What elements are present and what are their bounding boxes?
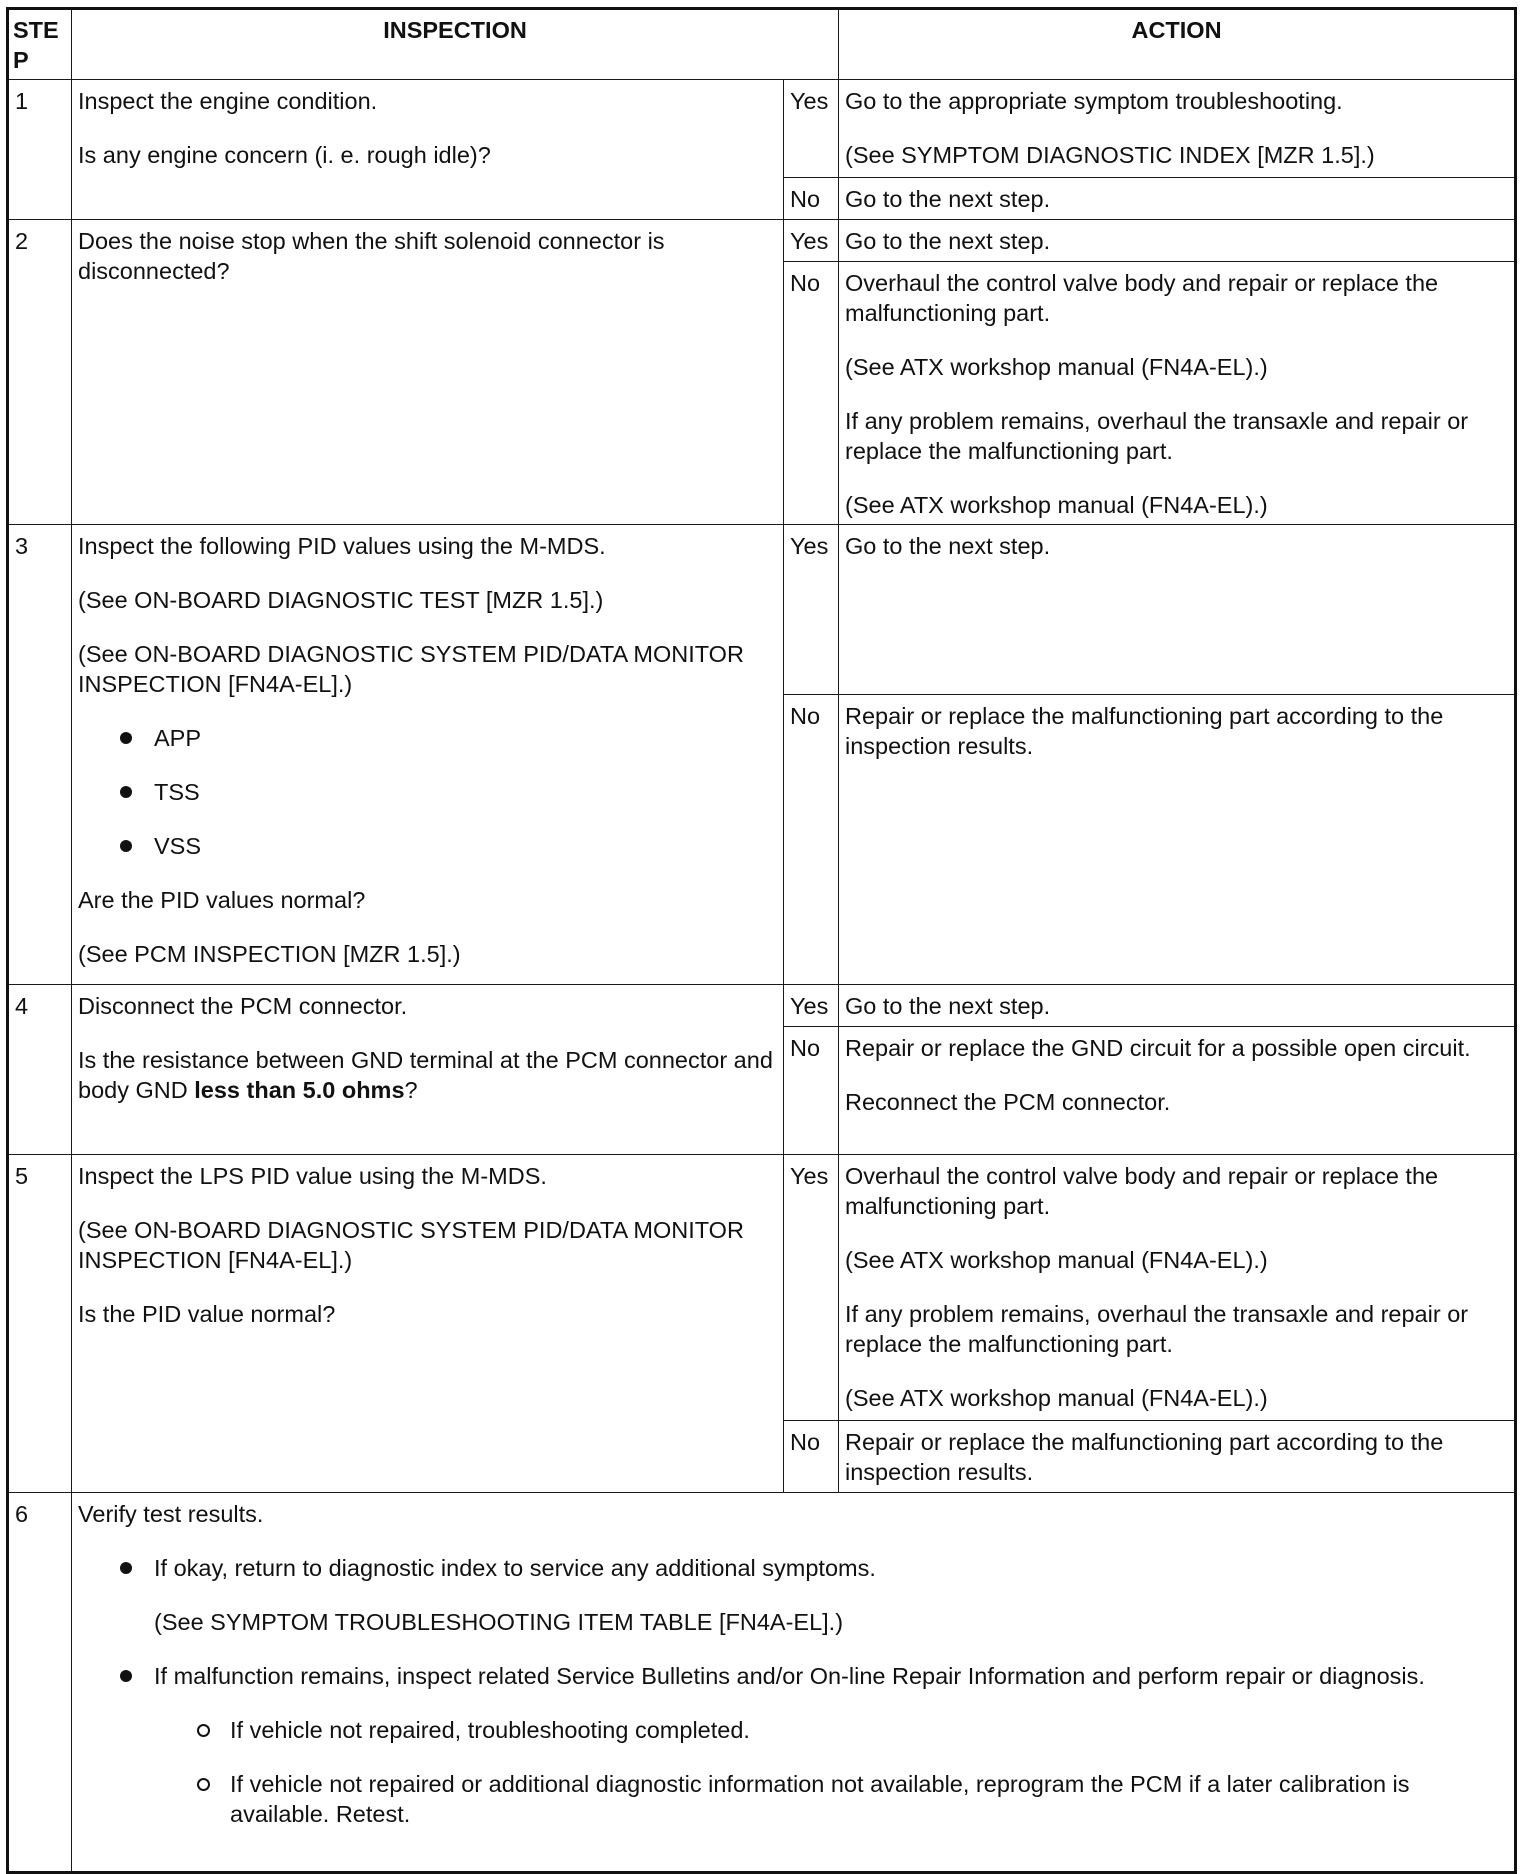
- header-row: [8, 9, 1516, 80]
- step-2-yes-action: [839, 220, 1516, 262]
- inspection-text: (See ON-BOARD DIAGNOSTIC SYSTEM PID/DATA MONITOR INSPECTION [FN4A-EL].): [78, 641, 744, 697]
- sub-list: [154, 1715, 1508, 1829]
- step-3-inspection: [72, 525, 784, 985]
- action-text: (See ATX workshop manual (FN4A-EL).): [845, 1385, 1268, 1411]
- step-4-inspection: [72, 985, 784, 1155]
- step-2-no-action: [839, 262, 1516, 525]
- pid-list: [78, 723, 777, 861]
- inspection-text-bold: less than 5.0 ohms: [194, 1077, 405, 1103]
- inspection-text: Inspect the following PID values using the M-MDS.: [78, 533, 606, 559]
- yes-label: Yes: [784, 525, 839, 695]
- list-item-subtext: (See SYMPTOM TROUBLESHOOTING ITEM TABLE [FN4A-EL].): [154, 1609, 844, 1635]
- step-3-yes-row: [8, 525, 1516, 695]
- action-text: Repair or replace the GND circuit for a possible open circuit.: [845, 1035, 1471, 1061]
- action-text: Go to the next step.: [845, 993, 1051, 1019]
- no-label: No: [784, 1027, 839, 1155]
- step-number: 3: [8, 525, 72, 985]
- step-3-no-action: [839, 695, 1516, 985]
- no-label: No: [784, 1421, 839, 1493]
- action-text: Repair or replace the malfunctioning part according to the inspection results.: [845, 1429, 1444, 1485]
- action-text: Overhaul the control valve body and repair or replace the malfunctioning part.: [845, 270, 1439, 326]
- action-text: Go to the next step.: [845, 186, 1051, 212]
- action-text: (See ATX workshop manual (FN4A-EL).): [845, 1247, 1268, 1273]
- list-item: TSS: [154, 777, 777, 807]
- list-item-text: If malfunction remains, inspect related Service Bulletins and/or On-line Repair Information and perform repair or diagnosis.: [154, 1663, 1425, 1689]
- header-inspection: INSPECTION: [72, 9, 839, 80]
- step-number: 1: [8, 80, 72, 220]
- list-item: [154, 1553, 1508, 1637]
- no-label: No: [784, 695, 839, 985]
- action-text: Repair or replace the malfunctioning part according to the inspection results.: [845, 703, 1444, 759]
- step-number: 5: [8, 1155, 72, 1493]
- step-1-yes-action: [839, 80, 1516, 178]
- step-4-no-action: [839, 1027, 1516, 1155]
- action-text: Go to the next step.: [845, 533, 1051, 559]
- action-text: (See ATX workshop manual (FN4A-EL).): [845, 492, 1268, 518]
- action-text: Overhaul the control valve body and repair or replace the malfunctioning part.: [845, 1163, 1439, 1219]
- inspection-text: Does the noise stop when the shift solenoid connector is disconnected?: [78, 228, 665, 284]
- inspection-text: Inspect the LPS PID value using the M-MDS.: [78, 1163, 547, 1189]
- step-6-content: [72, 1493, 1516, 1873]
- inspection-text: (See ON-BOARD DIAGNOSTIC TEST [MZR 1.5].): [78, 587, 604, 613]
- action-text: If any problem remains, overhaul the transaxle and repair or replace the malfunctioning part.: [845, 408, 1469, 464]
- step-5-inspection: [72, 1155, 784, 1493]
- no-label: No: [784, 262, 839, 525]
- list-item-text: If okay, return to diagnostic index to service any additional symptoms.: [154, 1555, 876, 1581]
- inspection-text: (See ON-BOARD DIAGNOSTIC SYSTEM PID/DATA MONITOR INSPECTION [FN4A-EL].): [78, 1217, 744, 1273]
- step-6-intro: Verify test results.: [78, 1501, 264, 1527]
- yes-label: Yes: [784, 985, 839, 1027]
- yes-label: Yes: [784, 220, 839, 262]
- step-number: 6: [8, 1493, 72, 1873]
- action-text: Go to the appropriate symptom troubleshooting.: [845, 88, 1343, 114]
- step-4-yes-action: [839, 985, 1516, 1027]
- step-2-inspection: [72, 220, 784, 525]
- step-number: 2: [8, 220, 72, 525]
- action-text: If any problem remains, overhaul the transaxle and repair or replace the malfunctioning part.: [845, 1301, 1469, 1357]
- yes-label: Yes: [784, 1155, 839, 1421]
- inspection-text: (See PCM INSPECTION [MZR 1.5].): [78, 941, 461, 967]
- step-1-yes-row: [8, 80, 1516, 178]
- inspection-text: Are the PID values normal?: [78, 887, 366, 913]
- step-3-yes-action: [839, 525, 1516, 695]
- diagnostic-table: [6, 7, 1517, 1874]
- step-6-row: [8, 1493, 1516, 1873]
- action-text: (See ATX workshop manual (FN4A-EL).): [845, 354, 1268, 380]
- list-item: APP: [154, 723, 777, 753]
- action-text: (See SYMPTOM DIAGNOSTIC INDEX [MZR 1.5].): [845, 142, 1375, 168]
- step-number: 4: [8, 985, 72, 1155]
- header-action: ACTION: [839, 9, 1516, 80]
- sub-list-item: If vehicle not repaired or additional diagnostic information not available, reprogram the PCM if a later calibration is available. Retest.: [230, 1769, 1508, 1829]
- yes-label: Yes: [784, 80, 839, 178]
- inspection-text: [78, 1045, 777, 1105]
- action-text: Reconnect the PCM connector.: [845, 1089, 1171, 1115]
- result-list: [78, 1553, 1508, 1829]
- step-1-no-action: [839, 178, 1516, 220]
- sub-list-item: If vehicle not repaired, troubleshooting completed.: [230, 1715, 1508, 1745]
- action-text: Go to the next step.: [845, 228, 1051, 254]
- step-5-yes-action: [839, 1155, 1516, 1421]
- inspection-text: Is any engine concern (i. e. rough idle)?: [78, 142, 491, 168]
- header-step: STEP: [8, 9, 72, 80]
- list-item: VSS: [154, 831, 777, 861]
- no-label: No: [784, 178, 839, 220]
- inspection-text: Inspect the engine condition.: [78, 88, 378, 114]
- step-5-yes-row: [8, 1155, 1516, 1421]
- step-5-no-action: [839, 1421, 1516, 1493]
- list-item: [154, 1661, 1508, 1829]
- step-2-yes-row: [8, 220, 1516, 262]
- inspection-text: Is the PID value normal?: [78, 1301, 336, 1327]
- inspection-text: Disconnect the PCM connector.: [78, 993, 408, 1019]
- step-1-inspection: [72, 80, 784, 220]
- step-4-yes-row: [8, 985, 1516, 1027]
- inspection-text-part: ?: [404, 1077, 418, 1103]
- inspection-text-part: Is the resistance between GND terminal at the PCM connector and body GND: [78, 1047, 773, 1103]
